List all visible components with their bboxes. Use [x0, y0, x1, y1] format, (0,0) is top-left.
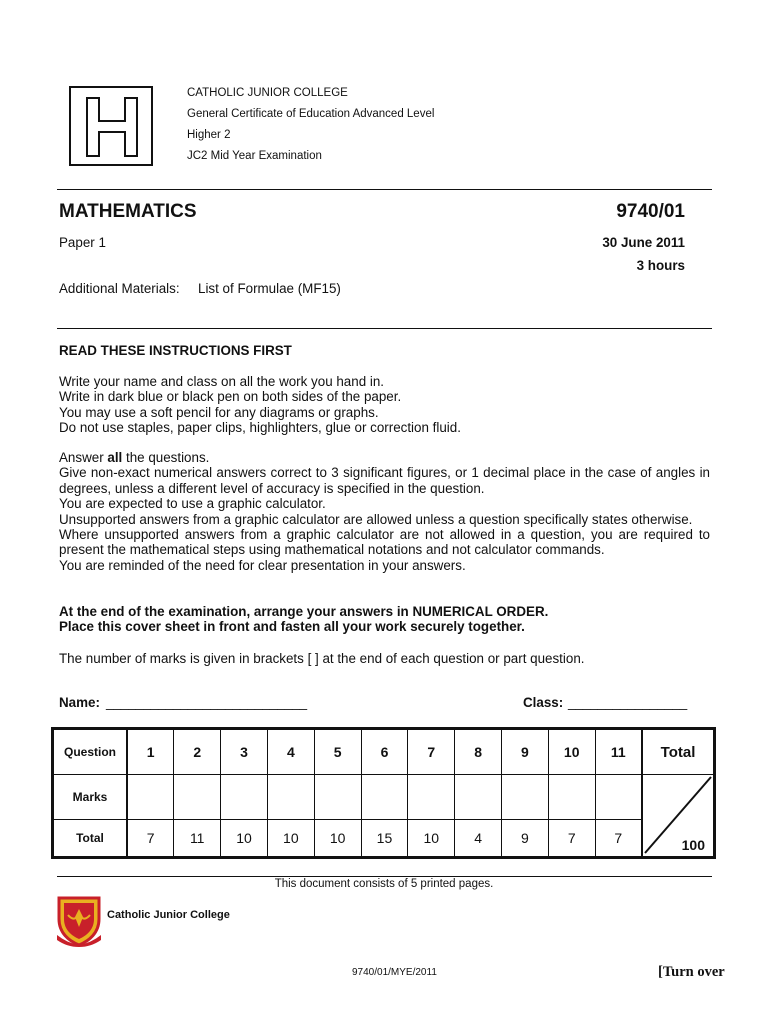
max-marks: 7 [127, 820, 174, 858]
max-marks: 10 [267, 820, 314, 858]
paper-label: Paper 1 [59, 235, 106, 250]
question-number: 9 [502, 729, 549, 775]
question-number: 4 [267, 729, 314, 775]
marks-cell[interactable] [502, 775, 549, 820]
exam-date: 30 June 2011 [602, 235, 685, 250]
certificate-name: General Certificate of Education Advanced Level [187, 108, 435, 120]
question-number: 11 [595, 729, 642, 775]
marks-table [51, 727, 716, 859]
college-footer-name: Catholic Junior College [107, 909, 230, 921]
row-label-marks: Marks [53, 775, 128, 820]
level-name: Higher 2 [187, 129, 231, 141]
instruction-line: Give non-exact numerical answers correct to 3 significant figures, or 1 decimal place in the case of angles in degrees, unless a different level of accuracy is specified in the question. [59, 465, 710, 496]
table-row [53, 820, 715, 858]
name-label: Name: [59, 695, 100, 710]
divider [57, 189, 712, 190]
max-marks: 11 [174, 820, 221, 858]
question-number: 3 [221, 729, 268, 775]
instruction-line: Unsupported answers from a graphic calculator are allowed unless a question specifically states otherwise. [59, 511, 693, 527]
grand-total-cell [642, 775, 715, 858]
name-field[interactable]: ___________________________ [106, 695, 308, 710]
document-ref: 9740/01/MYE/2011 [352, 967, 437, 978]
total-header: Total [642, 729, 715, 775]
answer-all-line: Answer all the questions. [59, 450, 210, 465]
class-label: Class: [523, 695, 564, 710]
college-crest [55, 895, 103, 947]
subject-title: MATHEMATICS [59, 201, 197, 222]
marks-cell[interactable] [595, 775, 642, 820]
row-label-question: Question [53, 729, 128, 775]
max-marks: 4 [455, 820, 502, 858]
instruction-line: Write your name and class on all the work you hand in. [59, 374, 385, 389]
marks-cell[interactable] [314, 775, 361, 820]
order-instructions [59, 604, 710, 635]
instruction-line: You may use a soft pencil for any diagrams or graphs. [59, 404, 379, 420]
marks-cell[interactable] [548, 775, 595, 820]
divider [57, 328, 712, 329]
crest-shield-icon [55, 895, 103, 947]
pages-note: This document consists of 5 printed pages. [274, 878, 494, 890]
subject-code: 9740/01 [616, 201, 685, 222]
instructions-heading: READ THESE INSTRUCTIONS FIRST [59, 343, 292, 358]
h-letter-icon [85, 96, 139, 158]
row-label-total: Total [53, 820, 128, 858]
max-marks: 7 [595, 820, 642, 858]
instruction-line: You are reminded of the need for clear presentation in your answers. [59, 557, 466, 573]
instruction-line: Write in dark blue or black pen on both sides of the paper. [59, 389, 402, 405]
question-number: 10 [548, 729, 595, 775]
max-marks: 7 [548, 820, 595, 858]
question-number: 2 [174, 729, 221, 775]
divider [57, 876, 712, 877]
question-number: 7 [408, 729, 455, 775]
question-number: 5 [314, 729, 361, 775]
marks-note: The number of marks is given in brackets [ ] at the end of each question or part question. [59, 651, 585, 666]
question-number: 8 [455, 729, 502, 775]
college-name: CATHOLIC JUNIOR COLLEGE [187, 87, 348, 99]
max-marks: 10 [314, 820, 361, 858]
max-marks: 15 [361, 820, 408, 858]
marks-cell[interactable] [408, 775, 455, 820]
table-row [53, 775, 715, 820]
class-field[interactable]: ________________ [568, 695, 688, 710]
instruction-line: You are expected to use a graphic calculator. [59, 496, 326, 512]
max-marks: 10 [221, 820, 268, 858]
question-number: 6 [361, 729, 408, 775]
instructions-block-1 [59, 374, 710, 436]
marks-cell[interactable] [455, 775, 502, 820]
exam-name: JC2 Mid Year Examination [187, 150, 322, 162]
marks-cell[interactable] [361, 775, 408, 820]
marks-cell[interactable] [174, 775, 221, 820]
marks-cell[interactable] [127, 775, 174, 820]
level-logo [69, 86, 153, 166]
question-number: 1 [127, 729, 174, 775]
grand-total: 100 [681, 837, 705, 853]
turn-over: [Turn over [658, 964, 725, 980]
marks-cell[interactable] [221, 775, 268, 820]
max-marks: 10 [408, 820, 455, 858]
max-marks: 9 [502, 820, 549, 858]
marks-cell[interactable] [267, 775, 314, 820]
instruction-line: At the end of the examination, arrange your answers in NUMERICAL ORDER. [59, 604, 549, 619]
instruction-line: Place this cover sheet in front and fasten all your work securely together. [59, 619, 525, 635]
instructions-block-2 [59, 450, 710, 573]
table-row [53, 729, 715, 775]
materials-value: List of Formulae (MF15) [198, 281, 341, 296]
instruction-line: Do not use staples, paper clips, highlighters, glue or correction fluid. [59, 420, 461, 436]
materials-label: Additional Materials: [59, 281, 180, 296]
exam-duration: 3 hours [636, 258, 685, 273]
instruction-line: Where unsupported answers from a graphic calculator are not allowed in a question, you are required to present the mathematical steps using mathematical notations and not calculator commands. [59, 527, 710, 558]
